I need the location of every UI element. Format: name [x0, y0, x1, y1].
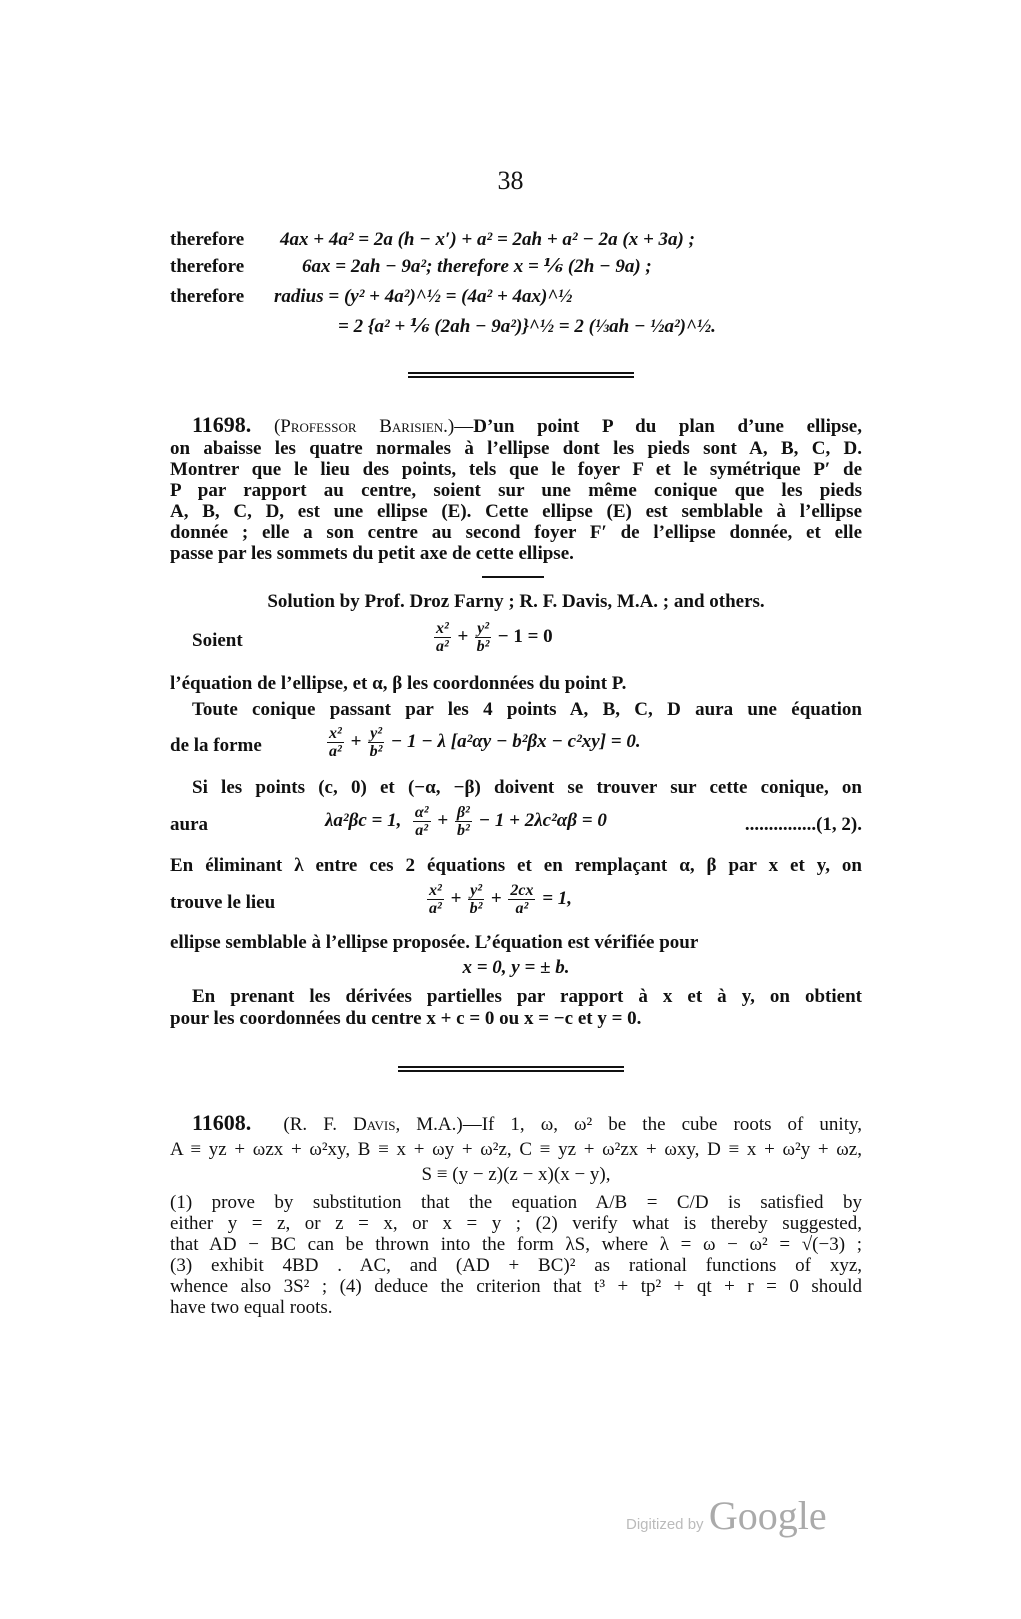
denominator: b²: [456, 822, 470, 839]
equation-line: [170, 229, 862, 251]
math-text: − 1 + 2λc²αβ = 0: [478, 809, 607, 831]
problem-heading-line: [170, 414, 862, 438]
text-line: passe par les sommets du petit axe de cette ellipse.: [170, 543, 574, 564]
text-line: If 1, ω, ω² be the cube roots of unity,: [481, 1114, 863, 1135]
numerator: β²: [456, 804, 470, 821]
numerator: 2cx: [510, 882, 534, 899]
text-line: En éliminant λ entre ces 2 équations et en remplaçant α, β par x et y, on: [170, 855, 862, 876]
proposer: (R. F. Davis, M.A.)—: [283, 1114, 482, 1135]
fraction: [455, 804, 472, 839]
numerator: y²: [470, 882, 483, 899]
math-expression: $\frac{\text{x²}}{\text{a²}}$ + $\frac{\text{y²}}{\text{b²}}$ − 1 = 0: [436, 620, 553, 655]
denominator: a²: [515, 900, 529, 917]
equation-line: [170, 725, 862, 760]
solution-header: Solution by Prof. Droz Farny ; R. F. Davis, M.A. ; and others.: [267, 591, 765, 612]
line-label: trouve le lieu: [170, 892, 276, 913]
section-divider: [408, 372, 634, 378]
equation-line: [170, 256, 862, 278]
page-number: 38: [497, 166, 524, 195]
equation-line: [170, 286, 862, 308]
numerator: y²: [477, 620, 490, 637]
problem-heading-line: [170, 1112, 862, 1136]
fraction: [508, 882, 535, 917]
numerator: x²: [429, 882, 442, 899]
line-label: therefore: [170, 229, 245, 250]
equation-line: [170, 620, 862, 655]
math-expression: = 2 {a² + ⅙ (2ah − 9a²)}^½ = 2 (⅓ah − ½a²)^½.: [338, 316, 716, 337]
text-line: Si les points (c, 0) et (−α, −β) doivent se trouver sur cette conique, on: [192, 777, 862, 798]
math-expression: x = 0, y = ± b.: [462, 957, 570, 978]
text-line: on abaisse les quatre normales à l’ellipse dont les pieds sont A, B, C, D.: [170, 438, 862, 459]
fraction: [368, 725, 384, 760]
text-line: either y = z, or z = x, or x = y ; (2) verify what is thereby suggested,: [170, 1213, 862, 1234]
fraction: [413, 804, 431, 839]
line-label: de la forme: [170, 735, 262, 756]
problem-number: 11698.: [192, 412, 252, 437]
text-line: A, B, C, D, est une ellipse (E). Cette ellipse (E) est semblable à l’ellipse: [170, 501, 862, 522]
math-expression: A ≡ yz + ωzx + ω²xy, B ≡ x + ωy + ω²z, C ≡ yz + ω²zx + ωxy, D ≡ x + ω²y + ωz,: [170, 1139, 862, 1160]
math-expression: S ≡ (y − z)(z − x)(x − y),: [421, 1164, 611, 1185]
line-label: Soient: [192, 630, 243, 651]
watermark-prefix: Digitized by: [626, 1516, 704, 1533]
numerator: y²: [370, 725, 383, 742]
text-line: pour les coordonnées du centre x + c = 0 ou x = −c et y = 0.: [170, 1008, 642, 1029]
line-label: therefore: [170, 256, 245, 277]
denominator: b²: [469, 900, 483, 917]
math-expression: λa²βc = 1, $\frac{\text{α²}}{\text{a²}}$ + $\frac{\text{β²}}{\text{b²}}$ − 1 + 2λc²αβ = 0: [325, 804, 607, 839]
denominator: a²: [415, 822, 429, 839]
section-divider: [398, 1066, 624, 1072]
text-line: Montrer que le lieu des points, tels que le foyer F et le symétrique P′ de: [170, 459, 862, 480]
math-expression: $\frac{\text{x²}}{\text{a²}}$ + $\frac{\text{y²}}{\text{b²}}$ + $\frac{2cx}{\text{a²}}$ = 1,: [429, 882, 573, 917]
text-line: ellipse semblable à l’ellipse proposée. L’équation est vérifiée pour: [170, 932, 699, 953]
text-line: have two equal roots.: [170, 1297, 333, 1318]
text-line: P par rapport au centre, soient sur une même conique que les pieds: [170, 480, 862, 501]
math-expression: 4ax + 4a² = 2a (h − x′) + a² = 2ah + a² − 2a (x + 3a) ;: [280, 229, 695, 250]
digitized-watermark: [626, 1492, 827, 1539]
math-text: = 1,: [542, 887, 573, 909]
text-line: donnée ; elle a son centre au second foyer F′ de l’ellipse donnée, et elle: [170, 522, 862, 543]
math-text: − 1 − λ [a²αy − b²βx − c²xy] = 0.: [390, 730, 641, 752]
denominator: b²: [369, 743, 383, 760]
math-expression: radius = (y² + 4a²)^½ = (4a² + 4ax)^½: [274, 286, 573, 307]
fraction: [475, 620, 491, 655]
text-line: whence also 3S² ; (4) deduce the criterion that t³ + tp² + qt + r = 0 should: [170, 1276, 862, 1297]
math-text: λa²βc = 1,: [325, 809, 402, 831]
short-divider: [482, 576, 544, 578]
line-label: aura: [170, 814, 208, 835]
numerator: x²: [436, 620, 449, 637]
problem-number: 11608.: [192, 1110, 252, 1135]
math-expression: $\frac{\text{x²}}{\text{a²}}$ + $\frac{\text{y²}}{\text{b²}}$ − 1 − λ [a²αy − b²βx − c²xy] = 0.: [329, 725, 641, 760]
text-line: D’un point P du plan d’une ellipse,: [473, 416, 862, 437]
equation-line: [170, 804, 862, 839]
math-text: − 1 = 0: [497, 625, 553, 647]
equation-line: [170, 882, 862, 917]
denominator: a²: [429, 900, 442, 917]
text-line: (1) prove by substitution that the equation A/B = C/D is satisfied by: [170, 1192, 862, 1213]
fraction: [427, 882, 444, 917]
text-line: (3) exhibit 4BD . AC, and (AD + BC)² as rational functions of xyz,: [170, 1255, 862, 1276]
equation-reference: ...............(1, 2).: [744, 814, 862, 835]
numerator: α²: [414, 804, 429, 821]
google-logo: Google: [708, 1493, 827, 1538]
denominator: a²: [329, 743, 342, 760]
proposer: (Professor Barisien.)—: [273, 416, 474, 437]
denominator: a²: [436, 638, 449, 655]
numerator: x²: [329, 725, 342, 742]
fraction: [434, 620, 451, 655]
line-label: therefore: [170, 286, 245, 307]
math-expression: 6ax = 2ah − 9a²; therefore x = ⅙ (2h − 9a) ;: [302, 256, 652, 277]
text-line: En prenant les dérivées partielles par rapport à x et à y, on obtient: [192, 986, 862, 1007]
text-line: Toute conique passant par les 4 points A, B, C, D aura une équation: [192, 699, 862, 720]
fraction: [327, 725, 344, 760]
denominator: b²: [476, 638, 490, 655]
fraction: [468, 882, 484, 917]
text-line: that AD − BC can be thrown into the form λS, where λ = ω − ω² = √(−3) ;: [170, 1234, 862, 1255]
text-line: l’équation de l’ellipse, et α, β les coordonnées du point P.: [170, 673, 627, 694]
